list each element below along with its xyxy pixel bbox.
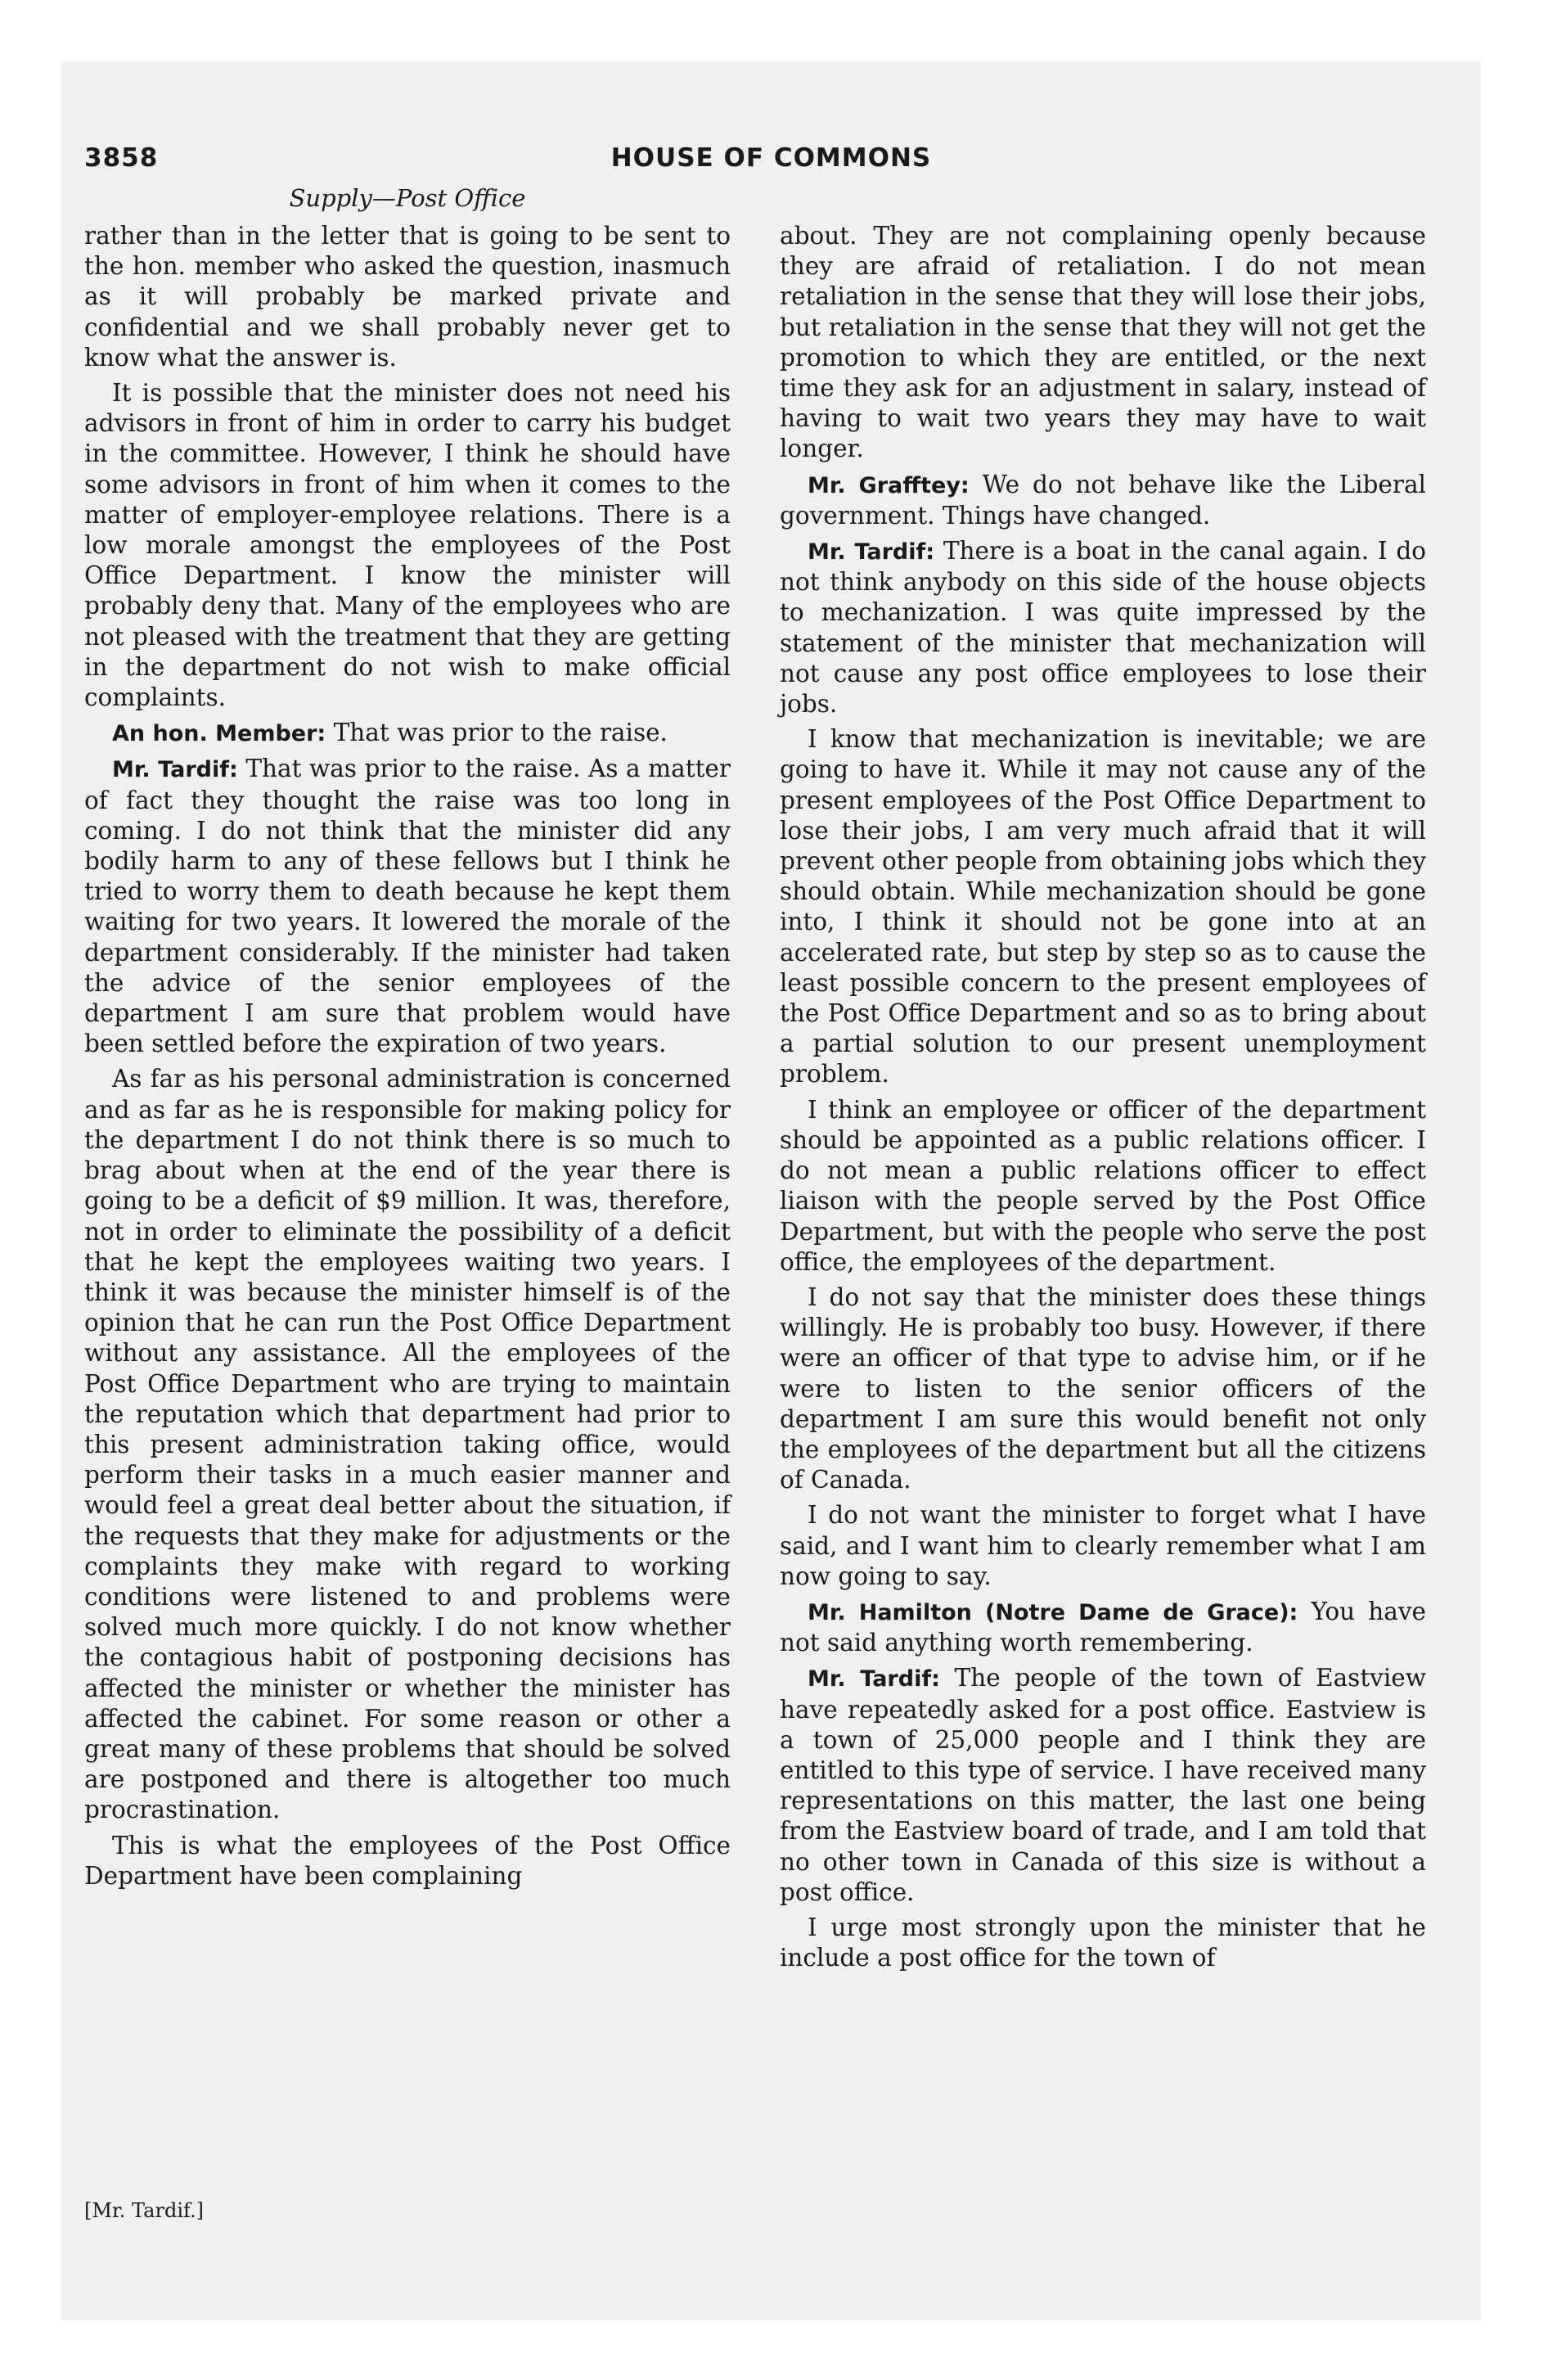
speaker-name: An hon. Member:: [112, 721, 326, 747]
right-column: [780, 221, 1426, 1978]
page-number: 3858: [84, 143, 159, 173]
speaker-name: Mr. Grafftey:: [808, 472, 970, 498]
paragraph-text: As far as his personal administration is concerned and as far as he is responsible for making policy for the department I do not think there is so much to brag about when at the end of the year there is going to be a deficit of $9 million. It was, therefore, not in order to eliminate the possibility of a deficit that he kept the employees waiting two years. I think it was because the minister himself is of the opinion that he can run the Post Office Department without any assistance. All the employees of the Post Office Department who are trying to maintain the reputation which that department had prior to this present administration taking office, would perform their tasks in a much easier manner and would feel a great deal better about the situation, if the requests that they make for adjustments or the complaints they make with regard to working conditions were listened to and problems were solved much more quickly. I do not know whether the contagious habit of postponing decisions has affected the minister or whether the minister has affected the cabinet. For some reason or other a great many of these problems that should be solved are postponed and there is altogether too much procrastination.: [84, 1065, 731, 1824]
paragraph: [780, 1282, 1426, 1495]
speaker-name: Mr. Hamilton (Notre Dame de Grace):: [808, 1599, 1298, 1625]
paragraph: [84, 378, 731, 713]
paragraph-text: We do not behave like the Liberal government. Things have changed.: [780, 470, 1426, 530]
speaker-footer: [Mr. Tardif.]: [84, 2199, 205, 2222]
paragraph: [780, 1913, 1426, 1973]
paragraph-text: rather than in the letter that is going to be sent to the hon. member who asked the question, inasmuch as it will probably be marked private and confidential and we shall probably never get to know what the answer is.: [84, 222, 731, 372]
paragraph: [780, 536, 1426, 719]
paragraph: [84, 1831, 731, 1891]
running-title: HOUSE OF COMMONS: [610, 143, 932, 173]
paragraph: [84, 221, 731, 373]
paragraph-text: This is what the employees of the Post Office Department have been complaining: [84, 1831, 731, 1890]
speaker-name: Mr. Tardif:: [112, 757, 238, 783]
speaker-name: Mr. Tardif:: [808, 1666, 940, 1693]
paragraph: [84, 1064, 731, 1825]
left-column: [84, 221, 731, 1896]
paragraph: [780, 1663, 1426, 1908]
paragraph: [780, 221, 1426, 465]
section-title: Supply—Post Office: [289, 184, 526, 212]
paragraph-text: I urge most strongly upon the minister that he include a post office for the town of: [780, 1913, 1426, 1972]
paragraph: [780, 1095, 1426, 1278]
paragraph-text: I do not want the minister to forget what I have said, and I want him to clearly remember what I am now going to say.: [780, 1501, 1426, 1590]
paragraph-text: I know that mechanization is inevitable; we are going to have it. While it may not cause any of the present employees of the Post Office Department to lose their jobs, I am very much afraid that it will prevent other people from obtaining jobs which they should obtain. While mechanization should be gone into, I think it should not be gone into at an accelerated rate, but step by step so as to cause the least possible concern to the present employees of the Post Office Department and so as to bring about a partial solution to our present unemployment problem.: [780, 725, 1426, 1089]
paragraph-text: There is a boat in the canal again. I do not think anybody on this side of the house objects to mechanization. I was quite impressed by the statement of the minister that mechanization will not cause any post office employees to lose their jobs.: [780, 537, 1426, 719]
paragraph-text: I think an employee or officer of the department should be appointed as a public relations officer. I do not mean a public relations officer to effect liaison with the people served by the Post Office Department, but with the people who serve the post office, the employees of the department.: [780, 1095, 1426, 1276]
paragraph-text: That was prior to the raise.: [333, 719, 668, 747]
paragraph-text: about. They are not complaining openly because they are afraid of retaliation. I do not mean retaliation in the sense that they will lose their jobs, but retaliation in the sense that they will not get the promotion to which they are entitled, or the next time they ask for an adjustment in salary, instead of having to wait two years they may have to wait longer.: [780, 222, 1426, 463]
page-header: [61, 143, 1481, 184]
paragraph: [780, 470, 1426, 531]
paragraph-text: The people of the town of Eastview have repeatedly asked for a post office. Eastview is a town of 25,000 people and I think they are entitled to this type of service. I have received many representations on this matter, the last one being from the Eastview board of trade, and I am told that no other town in Canada of this size is without a post office.: [780, 1664, 1426, 1906]
paragraph: [84, 754, 731, 1059]
paragraph-text: It is possible that the minister does not need his advisors in front of him in order to carry his budget in the committee. However, I think he should have some advisors in front of him when it comes to the matter of employer-employee relations. There is a low morale amongst the employees of the Post Office Department. I know the minister will probably deny that. Many of the employees who are not pleased with the treatment that they are getting in the department do not wish to make official complaints.: [84, 379, 731, 712]
speaker-name: Mr. Tardif:: [808, 539, 935, 566]
page: [61, 61, 1481, 2320]
paragraph: [780, 1597, 1426, 1658]
paragraph: [780, 724, 1426, 1089]
paragraph-text: You have not said anything worth remembering.: [780, 1597, 1426, 1657]
paragraph-text: I do not say that the minister does these things willingly. He is probably too busy. However, if there were an officer of that type to advise him, or if he were to listen to the senior officers of the department I am sure this would benefit not only the employees of the department but all the citizens of Canada.: [780, 1282, 1426, 1494]
paragraph: [780, 1500, 1426, 1592]
paragraph: [84, 718, 731, 749]
paragraph-text: That was prior to the raise. As a matter of fact they thought the raise was too long in coming. I do not think that the minister did any bodily harm to any of these fellows but I think he tried to worry them to death because he kept them waiting for two years. It lowered the morale of the department considerably. If the minister had taken the advice of the senior employees of the department I am sure that problem would have been settled before the expiration of two years.: [84, 755, 731, 1058]
